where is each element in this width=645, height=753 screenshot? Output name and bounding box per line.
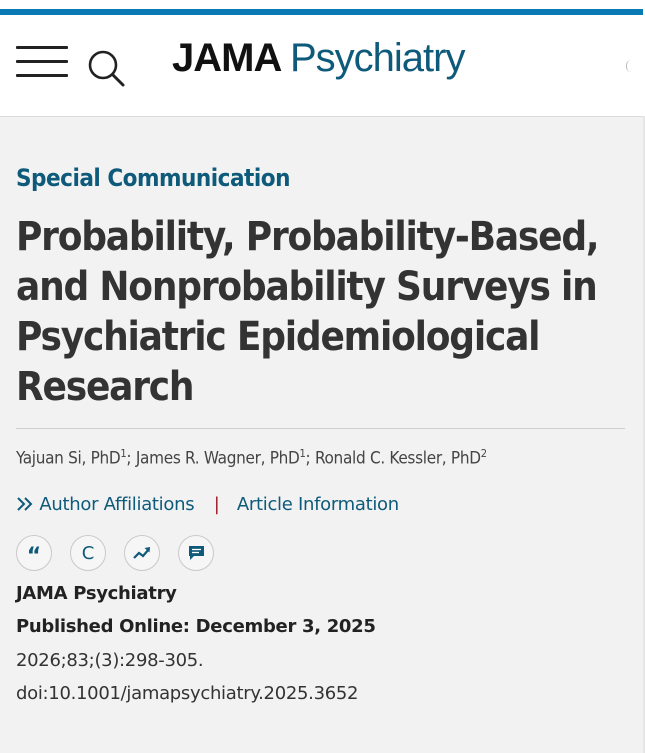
doi[interactable]: doi:10.1001/jamapsychiatry.2025.3652 bbox=[16, 683, 359, 704]
double-chevron-right-icon bbox=[16, 496, 34, 512]
article-type-label[interactable]: Special Communication bbox=[16, 164, 290, 192]
brand-suffix: Psychiatry bbox=[289, 36, 465, 80]
article-links bbox=[16, 494, 399, 515]
author-name[interactable]: Ronald C. Kessler, PhD bbox=[314, 448, 481, 469]
hamburger-menu-icon[interactable] bbox=[16, 46, 68, 78]
cite-button[interactable] bbox=[16, 535, 52, 571]
title-divider bbox=[16, 428, 625, 429]
links-separator: | bbox=[213, 494, 220, 515]
metrics-button[interactable] bbox=[124, 535, 160, 571]
author-list bbox=[16, 447, 487, 469]
author-affiliation-sup: 1 bbox=[120, 447, 127, 460]
cite-quote-icon: “ bbox=[26, 544, 42, 569]
article-title: Probability, Probability-Based, and Nonprobability Surveys in Psychiatric Epidemiological Research bbox=[16, 214, 599, 410]
author-affiliation-sup: 1 bbox=[299, 447, 306, 460]
author-name[interactable]: James R. Wagner, PhD bbox=[135, 448, 300, 469]
permissions-button[interactable] bbox=[70, 535, 106, 571]
author-name[interactable]: Yajuan Si, PhD bbox=[16, 448, 121, 469]
author-separator: ; bbox=[305, 448, 315, 469]
published-date: Published Online: December 3, 2025 bbox=[16, 616, 376, 637]
author-separator: ; bbox=[126, 448, 136, 469]
comment-button[interactable] bbox=[178, 535, 214, 571]
article-information-link[interactable]: Article Information bbox=[236, 494, 399, 515]
citation-volume: 2026;83;(3):298-305. bbox=[16, 650, 204, 671]
brand-prefix: JAMA bbox=[172, 36, 280, 80]
permissions-c-icon: C bbox=[81, 542, 95, 564]
site-header bbox=[0, 0, 645, 117]
header-edge-mark bbox=[626, 60, 631, 72]
search-icon[interactable] bbox=[86, 48, 126, 88]
journal-name: JAMA Psychiatry bbox=[16, 583, 177, 604]
author-affiliations-link[interactable]: Author Affiliations bbox=[39, 494, 195, 515]
metrics-trend-icon bbox=[133, 546, 151, 560]
comment-icon bbox=[188, 545, 205, 561]
header-accent-bar bbox=[0, 9, 643, 15]
journal-logo[interactable] bbox=[172, 36, 464, 81]
author-affiliation-sup: 2 bbox=[480, 447, 487, 460]
